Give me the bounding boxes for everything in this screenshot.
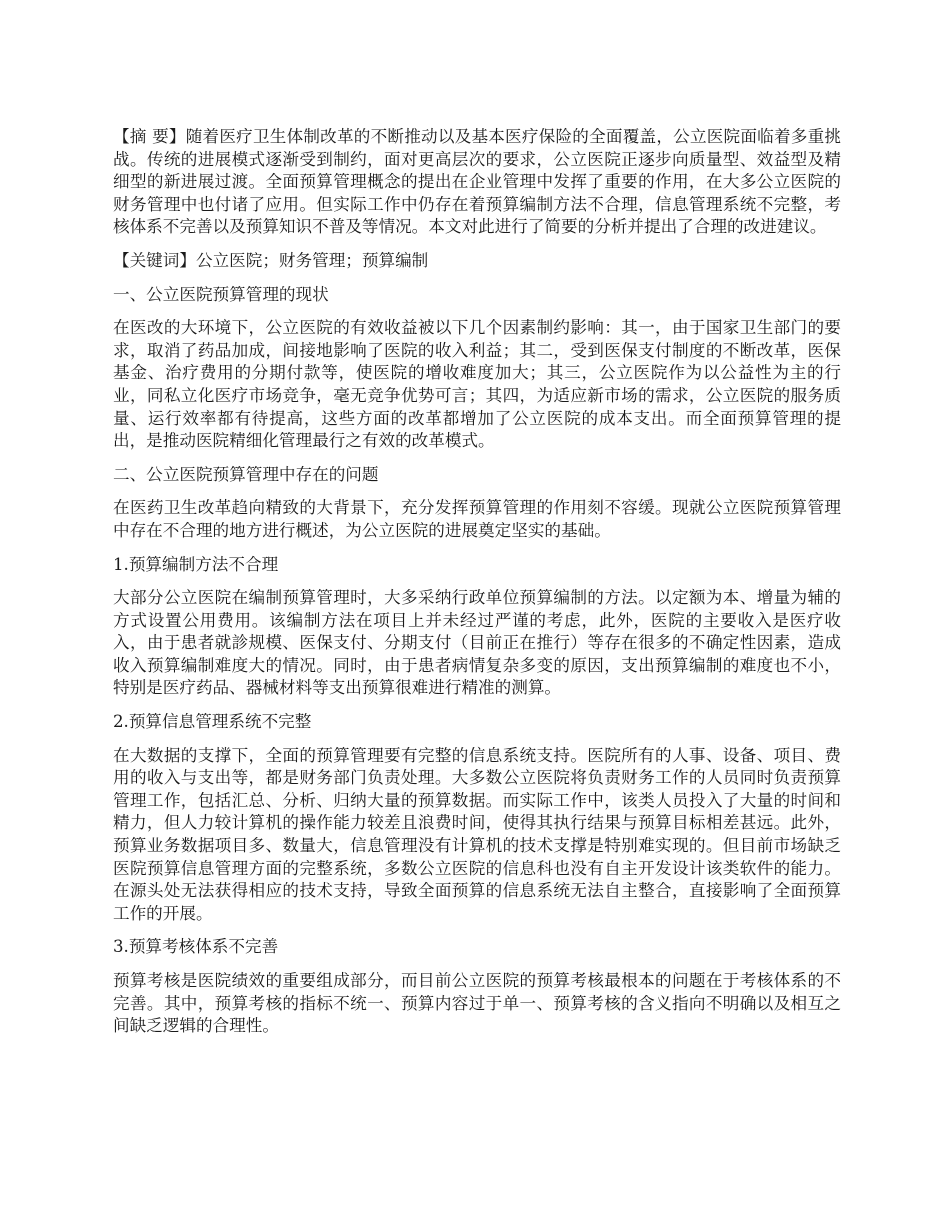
document-body: [113, 126, 841, 1049]
abstract-label: 【摘 要】: [113, 127, 186, 146]
section-paragraph: 在医药卫生改革趋向精致的大背景下，充分发挥预算管理的作用刻不容缓。现就公立医院预算管理中存在不合理的地方进行概述，为公立医院的进展奠定坚实的基础。: [113, 498, 841, 540]
subsection-heading: 3.预算考核体系不完善: [113, 937, 279, 957]
keywords-label: 【关键词】: [113, 250, 196, 270]
subsection-heading: 1.预算编制方法不合理: [113, 554, 279, 574]
section-paragraph: 在医改的大环境下，公立医院的有效收益被以下几个因素制约影响：其一，由于国家卫生部门的要求，取消了药品加成，间接地影响了医院的收入利益；其二，受到医保支付制度的不断改革，医保基金、治疗费用的分期付款等，使医院的增收难度加大；其三，公立医院作为以公益性为主的行业，同私立化医疗市场竞争，毫无竞争优势可言；其四，为适应新市场的需求，公立医院的服务质量、运行效率都有待提高，这些方面的改革都增加了公立医院的成本支出。而全面预算管理的提出，是推动医院精细化管理最行之有效的改革模式。: [113, 318, 841, 451]
section-paragraph: 预算考核是医院绩效的重要组成部分，而目前公立医院的预算考核最根本的问题在于考核体系的不完善。其中，预算考核的指标不统一、预算内容过于单一、预算考核的含义指向不明确以及相互之间缺乏逻辑的合理性。: [113, 971, 841, 1036]
section-heading: 一、公立医院预算管理的现状: [113, 284, 329, 304]
section-heading: 二、公立医院预算管理中存在的问题: [113, 464, 379, 484]
keywords-text: 公立医院；财务管理；预算编制: [195, 250, 429, 270]
subsection-heading: 2.预算信息管理系统不完整: [113, 712, 312, 732]
section-paragraph: 在大数据的支撑下，全面的预算管理要有完整的信息系统支持。医院所有的人事、设备、项目、费用的收入与支出等，都是财务部门负责处理。大多数公立医院将负责财务工作的人员同时负责预算管理工作，包括汇总、分析、归纳大量的预算数据。而实际工作中，该类人员投入了大量的时间和精力，但人力较计算机的操作能力较差且浪费时间，使得其执行结果与预算目标相差甚远。此外，预算业务数据项目多、数量大，信息管理没有计算机的技术支撑是特别难实现的。但目前市场缺乏医院预算信息管理方面的完整系统，多数公立医院的信息科也没有自主开发设计该类软件的能力。在源头处无法获得相应的技术支持，导致全面预算的信息系统无法自主整合，直接影响了全面预算工作的开展。: [113, 745, 841, 923]
abstract-paragraph: [113, 126, 841, 239]
keywords-paragraph: [113, 250, 841, 273]
abstract-text: 随着医疗卫生体制改革的不断推动以及基本医疗保险的全面覆盖，公立医院面临着多重挑战。传统的进展模式逐渐受到制约，面对更高层次的要求，公立医院正逐步向质量型、效益型及精细型的新进展过渡。全面预算管理概念的提出在企业管理中发挥了重要的作用，在大多公立医院的财务管理中也付诸了应用。但实际工作中仍存在着预算编制方法不合理，信息管理系统不完整，考核体系不完善以及预算知识不普及等情况。本文对此进行了简要的分析并提出了合理的改进建议。: [113, 127, 841, 237]
section-paragraph: 大部分公立医院在编制预算管理时，大多采纳行政单位预算编制的方法。以定额为本、增量为辅的方式设置公用费用。该编制方法在项目上并未经过严谨的考虑，此外，医院的主要收入是医疗收入，由于患者就診规模、医保支付、分期支付（目前正在推行）等存在很多的不确定性因素，造成收入预算编制难度大的情况。同时，由于患者病情复杂多变的原因，支出预算编制的难度也不小，特别是医疗药品、器械材料等支出预算很难进行精准的测算。: [113, 588, 841, 698]
